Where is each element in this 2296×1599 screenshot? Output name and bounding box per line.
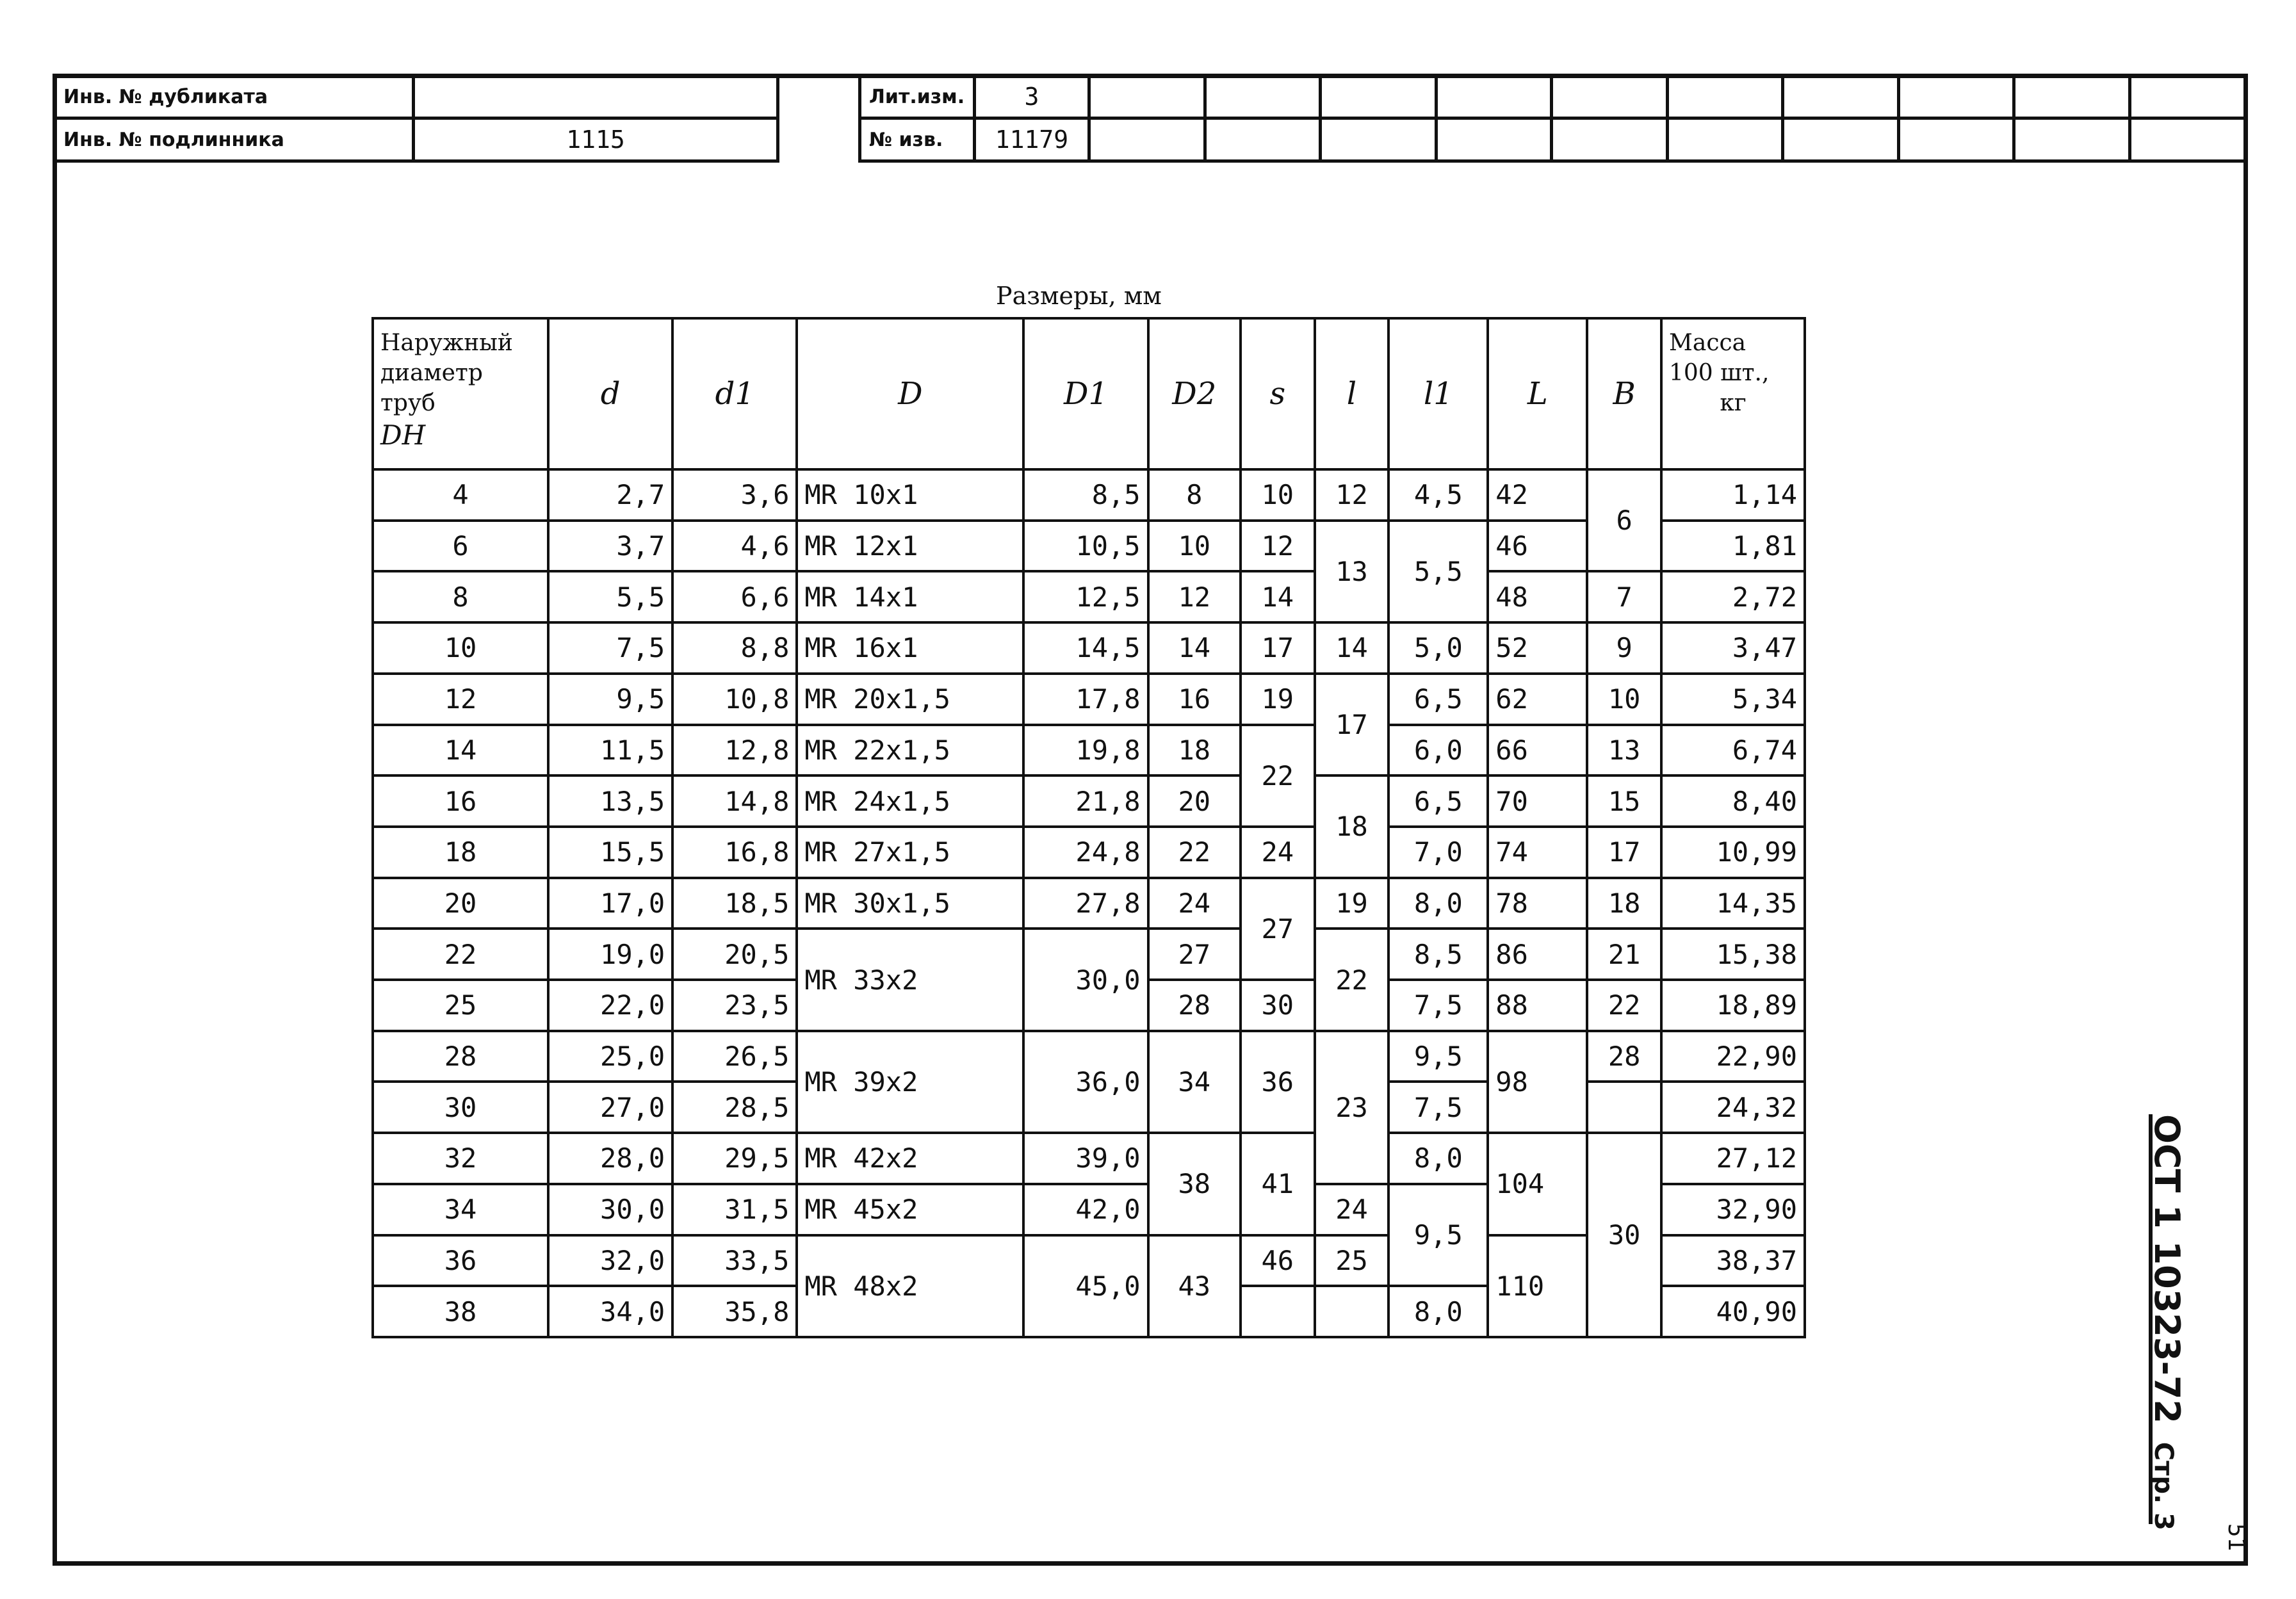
cell-d1: 33,5 bbox=[672, 1235, 797, 1287]
cell-d: 13,5 bbox=[548, 775, 672, 827]
cell-s: 27 bbox=[1241, 878, 1315, 980]
cell-B: 30 bbox=[1587, 1133, 1661, 1337]
table-row bbox=[373, 469, 1805, 521]
cell-mass: 22,90 bbox=[1661, 1031, 1805, 1082]
cell-s: 19 bbox=[1241, 674, 1315, 725]
cell-D1: 14,5 bbox=[1023, 622, 1148, 674]
cell-D: MR 30x1,5 bbox=[797, 878, 1023, 929]
cell-s: 14 bbox=[1241, 571, 1315, 622]
cell-D2: 20 bbox=[1148, 775, 1241, 827]
cell-d1: 4,6 bbox=[672, 521, 797, 572]
col-mass-line1: Масса bbox=[1669, 330, 1746, 356]
cell-d1: 26,5 bbox=[672, 1031, 797, 1082]
cell-mass: 5,34 bbox=[1661, 674, 1805, 725]
cell-d1: 8,8 bbox=[672, 622, 797, 674]
table-row bbox=[373, 571, 1805, 622]
cell-d: 34,0 bbox=[548, 1286, 672, 1337]
cell-L: 74 bbox=[1488, 827, 1587, 878]
cell-D2: 34 bbox=[1148, 1031, 1241, 1133]
cell-d1: 23,5 bbox=[672, 980, 797, 1031]
cell-d1: 18,5 bbox=[672, 878, 797, 929]
cell-s: 12 bbox=[1241, 521, 1315, 572]
cell-d: 28,0 bbox=[548, 1133, 672, 1184]
cell-mass: 6,74 bbox=[1661, 725, 1805, 776]
cell-l1: 6,5 bbox=[1388, 775, 1488, 827]
cell-dn: 34 bbox=[373, 1184, 548, 1235]
cell-d1: 35,8 bbox=[672, 1286, 797, 1337]
cell-dn: 14 bbox=[373, 725, 548, 776]
cell-dn: 32 bbox=[373, 1133, 548, 1184]
table-row bbox=[373, 1031, 1805, 1082]
cell-B: 10 bbox=[1587, 674, 1661, 725]
cell-dn: 12 bbox=[373, 674, 548, 725]
cell-d: 3,7 bbox=[548, 521, 672, 572]
col-D1: D1 bbox=[1023, 318, 1148, 469]
table-row bbox=[373, 929, 1805, 980]
cell-l1: 5,0 bbox=[1388, 622, 1488, 674]
cell-dn: 6 bbox=[373, 521, 548, 572]
sheet-number: 51 bbox=[2223, 1523, 2250, 1552]
cell-l1: 9,5 bbox=[1388, 1184, 1488, 1286]
cell-mass: 8,40 bbox=[1661, 775, 1805, 827]
cell-l1: 6,5 bbox=[1388, 674, 1488, 725]
standard-number: ОСТ 1 10323-72 bbox=[2147, 1114, 2187, 1424]
cell-D1: 42,0 bbox=[1023, 1184, 1148, 1235]
cell-mass: 27,12 bbox=[1661, 1133, 1805, 1184]
cell-D: MR 16x1 bbox=[797, 622, 1023, 674]
dimensions-table bbox=[371, 317, 1806, 1338]
cell-dn: 18 bbox=[373, 827, 548, 878]
cell-l: 22 bbox=[1315, 929, 1389, 1030]
cell-L: 48 bbox=[1488, 571, 1587, 622]
cell-dn: 30 bbox=[373, 1082, 548, 1133]
cell-L: 104 bbox=[1488, 1133, 1587, 1235]
cell-d: 30,0 bbox=[548, 1184, 672, 1235]
col-dn-line1: Наружный bbox=[380, 330, 513, 356]
cell-dn: 22 bbox=[373, 929, 548, 980]
cell-D: MR 14x1 bbox=[797, 571, 1023, 622]
col-D2: D2 bbox=[1148, 318, 1241, 469]
cell-d1: 31,5 bbox=[672, 1184, 797, 1235]
cell-d: 7,5 bbox=[548, 622, 672, 674]
cell-mass: 18,89 bbox=[1661, 980, 1805, 1031]
cell-L: 62 bbox=[1488, 674, 1587, 725]
cell-L: 98 bbox=[1488, 1031, 1587, 1133]
table-header-row bbox=[373, 318, 1805, 469]
cell-l1: 7,5 bbox=[1388, 1082, 1488, 1133]
table-caption: Размеры, мм bbox=[996, 282, 1162, 310]
cell-s: 30 bbox=[1241, 980, 1315, 1031]
cell-D2: 27 bbox=[1148, 929, 1241, 980]
cell-d1: 16,8 bbox=[672, 827, 797, 878]
cell-s: 46 bbox=[1241, 1235, 1315, 1287]
cell-B: 9 bbox=[1587, 622, 1661, 674]
original-inv-value: 1115 bbox=[414, 118, 778, 161]
col-d1: d1 bbox=[672, 318, 797, 469]
cell-mass: 32,90 bbox=[1661, 1184, 1805, 1235]
col-dn-line2: диаметр bbox=[380, 359, 483, 386]
cell-B: 18 bbox=[1587, 878, 1661, 929]
cell-d1: 12,8 bbox=[672, 725, 797, 776]
cell-B: 22 bbox=[1587, 980, 1661, 1031]
cell-L: 88 bbox=[1488, 980, 1587, 1031]
cell-l1: 4,5 bbox=[1388, 469, 1488, 521]
cell-D1: 8,5 bbox=[1023, 469, 1148, 521]
col-B: B bbox=[1587, 318, 1661, 469]
cell-s bbox=[1241, 1286, 1315, 1337]
duplicate-inv-value bbox=[414, 76, 778, 118]
cell-D: MR 12x1 bbox=[797, 521, 1023, 572]
cell-l: 24 bbox=[1315, 1184, 1389, 1235]
col-mass bbox=[1661, 318, 1805, 469]
cell-D2: 14 bbox=[1148, 622, 1241, 674]
cell-l: 14 bbox=[1315, 622, 1389, 674]
cell-l1: 5,5 bbox=[1388, 521, 1488, 622]
cell-mass: 40,90 bbox=[1661, 1286, 1805, 1337]
cell-D2: 16 bbox=[1148, 674, 1241, 725]
table-row bbox=[373, 878, 1805, 929]
cell-D: MR 45x2 bbox=[797, 1184, 1023, 1235]
cell-D1: 17,8 bbox=[1023, 674, 1148, 725]
cell-d: 32,0 bbox=[548, 1235, 672, 1287]
cell-mass: 1,81 bbox=[1661, 521, 1805, 572]
cell-mass: 15,38 bbox=[1661, 929, 1805, 980]
cell-D2: 18 bbox=[1148, 725, 1241, 776]
cell-d1: 14,8 bbox=[672, 775, 797, 827]
cell-D: MR 39x2 bbox=[797, 1031, 1023, 1133]
col-d: d bbox=[548, 318, 672, 469]
cell-B: 28 bbox=[1587, 1031, 1661, 1082]
cell-B: 15 bbox=[1587, 775, 1661, 827]
cell-s: 10 bbox=[1241, 469, 1315, 521]
col-l1: l1 bbox=[1388, 318, 1488, 469]
table-row bbox=[373, 775, 1805, 827]
cell-D2: 10 bbox=[1148, 521, 1241, 572]
cell-d: 5,5 bbox=[548, 571, 672, 622]
cell-D: MR 20x1,5 bbox=[797, 674, 1023, 725]
cell-mass: 3,47 bbox=[1661, 622, 1805, 674]
cell-dn: 38 bbox=[373, 1286, 548, 1337]
cell-l: 17 bbox=[1315, 674, 1389, 775]
original-inv-label: Инв. № подлинника bbox=[54, 118, 414, 161]
notice-number-label: № изв. bbox=[860, 118, 975, 161]
cell-d1: 20,5 bbox=[672, 929, 797, 980]
cell-d: 22,0 bbox=[548, 980, 672, 1031]
cell-L: 78 bbox=[1488, 878, 1587, 929]
cell-D1: 12,5 bbox=[1023, 571, 1148, 622]
standard-code bbox=[2147, 1114, 2187, 1530]
cell-D2: 22 bbox=[1148, 827, 1241, 878]
cell-L: 46 bbox=[1488, 521, 1587, 572]
cell-mass: 38,37 bbox=[1661, 1235, 1805, 1287]
cell-D2: 38 bbox=[1148, 1133, 1241, 1235]
table-row bbox=[373, 674, 1805, 725]
col-dn-line3: труб bbox=[380, 389, 436, 416]
cell-D1: 30,0 bbox=[1023, 929, 1148, 1030]
cell-d1: 6,6 bbox=[672, 571, 797, 622]
cell-d1: 29,5 bbox=[672, 1133, 797, 1184]
cell-d: 25,0 bbox=[548, 1031, 672, 1082]
revision-letter-label: Лит.изм. bbox=[860, 76, 975, 118]
cell-B: 6 bbox=[1587, 469, 1661, 571]
cell-l: 12 bbox=[1315, 469, 1389, 521]
cell-d: 9,5 bbox=[548, 674, 672, 725]
cell-l1: 9,5 bbox=[1388, 1031, 1488, 1082]
cell-d1: 3,6 bbox=[672, 469, 797, 521]
cell-mass: 1,14 bbox=[1661, 469, 1805, 521]
cell-D1: 24,8 bbox=[1023, 827, 1148, 878]
cell-l1: 8,0 bbox=[1388, 1286, 1488, 1337]
col-dn-symbol: DН bbox=[380, 419, 426, 451]
cell-l1: 8,0 bbox=[1388, 1133, 1488, 1184]
cell-D1: 21,8 bbox=[1023, 775, 1148, 827]
cell-D: MR 27x1,5 bbox=[797, 827, 1023, 878]
col-mass-line2: 100 шт., bbox=[1669, 359, 1770, 386]
cell-s: 17 bbox=[1241, 622, 1315, 674]
cell-d: 2,7 bbox=[548, 469, 672, 521]
cell-d: 17,0 bbox=[548, 878, 672, 929]
cell-s: 41 bbox=[1241, 1133, 1315, 1235]
cell-l: 13 bbox=[1315, 521, 1389, 622]
cell-mass: 10,99 bbox=[1661, 827, 1805, 878]
notice-number-value: 11179 bbox=[975, 118, 1089, 161]
cell-D2: 43 bbox=[1148, 1235, 1241, 1337]
cell-mass: 2,72 bbox=[1661, 571, 1805, 622]
col-D: D bbox=[797, 318, 1023, 469]
cell-s: 36 bbox=[1241, 1031, 1315, 1133]
cell-D1: 19,8 bbox=[1023, 725, 1148, 776]
cell-s: 24 bbox=[1241, 827, 1315, 878]
cell-B: 13 bbox=[1587, 725, 1661, 776]
cell-L: 70 bbox=[1488, 775, 1587, 827]
cell-mass: 24,32 bbox=[1661, 1082, 1805, 1133]
cell-dn: 10 bbox=[373, 622, 548, 674]
cell-D: MR 33x2 bbox=[797, 929, 1023, 1030]
cell-D2: 24 bbox=[1148, 878, 1241, 929]
cell-D1: 27,8 bbox=[1023, 878, 1148, 929]
cell-dn: 36 bbox=[373, 1235, 548, 1287]
cell-B: 21 bbox=[1587, 929, 1661, 980]
cell-d: 27,0 bbox=[548, 1082, 672, 1133]
cell-D2: 8 bbox=[1148, 469, 1241, 521]
col-l: l bbox=[1315, 318, 1389, 469]
cell-D: MR 42x2 bbox=[797, 1133, 1023, 1184]
cell-l: 25 bbox=[1315, 1235, 1389, 1287]
cell-dn: 28 bbox=[373, 1031, 548, 1082]
cell-L: 42 bbox=[1488, 469, 1587, 521]
cell-l: 23 bbox=[1315, 1031, 1389, 1184]
cell-B bbox=[1587, 1082, 1661, 1133]
cell-D1: 10,5 bbox=[1023, 521, 1148, 572]
cell-d1: 28,5 bbox=[672, 1082, 797, 1133]
cell-l1: 6,0 bbox=[1388, 725, 1488, 776]
cell-mass: 14,35 bbox=[1661, 878, 1805, 929]
col-L: L bbox=[1488, 318, 1587, 469]
cell-l1: 7,0 bbox=[1388, 827, 1488, 878]
cell-d: 19,0 bbox=[548, 929, 672, 980]
cell-l: 18 bbox=[1315, 775, 1389, 877]
col-s: s bbox=[1241, 318, 1315, 469]
cell-dn: 8 bbox=[373, 571, 548, 622]
cell-B: 17 bbox=[1587, 827, 1661, 878]
cell-dn: 25 bbox=[373, 980, 548, 1031]
cell-L: 52 bbox=[1488, 622, 1587, 674]
cell-L: 86 bbox=[1488, 929, 1587, 980]
duplicate-inv-label: Инв. № дубликата bbox=[54, 76, 414, 118]
cell-D1: 36,0 bbox=[1023, 1031, 1148, 1133]
col-outer-diameter bbox=[373, 318, 548, 469]
cell-d1: 10,8 bbox=[672, 674, 797, 725]
revision-letter-value: 3 bbox=[975, 76, 1089, 118]
table-row bbox=[373, 1133, 1805, 1184]
cell-D: MR 10x1 bbox=[797, 469, 1023, 521]
cell-l1: 8,5 bbox=[1388, 929, 1488, 980]
cell-d: 11,5 bbox=[548, 725, 672, 776]
cell-D1: 39,0 bbox=[1023, 1133, 1148, 1184]
standard-designation bbox=[2147, 1114, 2187, 1530]
cell-D2: 28 bbox=[1148, 980, 1241, 1031]
cell-D: MR 48x2 bbox=[797, 1235, 1023, 1337]
cell-l1: 7,5 bbox=[1388, 980, 1488, 1031]
cell-L: 66 bbox=[1488, 725, 1587, 776]
cell-l: 19 bbox=[1315, 878, 1389, 929]
cell-l bbox=[1315, 1286, 1389, 1337]
cell-dn: 16 bbox=[373, 775, 548, 827]
cell-D1: 45,0 bbox=[1023, 1235, 1148, 1337]
table-row bbox=[373, 725, 1805, 776]
cell-D: MR 22x1,5 bbox=[797, 725, 1023, 776]
cell-D2: 12 bbox=[1148, 571, 1241, 622]
cell-D: MR 24x1,5 bbox=[797, 775, 1023, 827]
cell-dn: 4 bbox=[373, 469, 548, 521]
cell-d: 15,5 bbox=[548, 827, 672, 878]
cell-L: 110 bbox=[1488, 1235, 1587, 1337]
cell-B: 7 bbox=[1587, 571, 1661, 622]
cell-s: 22 bbox=[1241, 725, 1315, 827]
inventory-block bbox=[53, 74, 779, 163]
table-row bbox=[373, 827, 1805, 878]
revision-block bbox=[858, 74, 2247, 163]
cell-l1: 8,0 bbox=[1388, 878, 1488, 929]
table-row bbox=[373, 622, 1805, 674]
page-label: Стр. 3 bbox=[2149, 1441, 2178, 1530]
col-mass-line3: кг bbox=[1720, 389, 1746, 416]
cell-dn: 20 bbox=[373, 878, 548, 929]
